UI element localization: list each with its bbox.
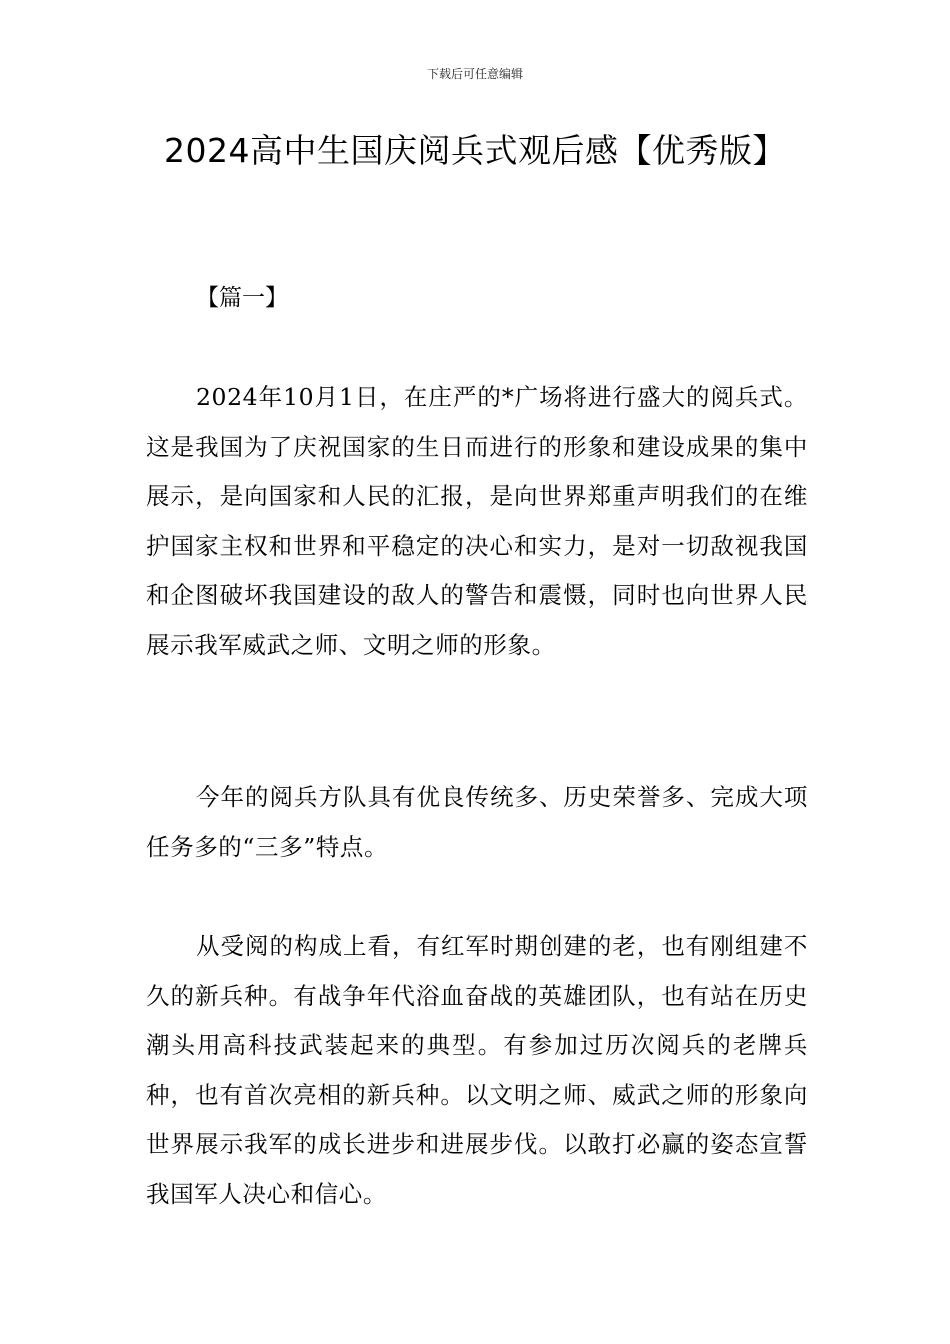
paragraph-3: 从受阅的构成上看，有红军时期创建的老，也有刚组建不久的新兵种。有战争年代浴血奋战的英雄团队，也有站在历史潮头用高科技武装起来的典型。有参加过历次阅兵的老牌兵种，也有首次亮相的新兵种。以文明之师、威武之师的形象向世界展示我军的成长进步和进展步伐。以敢打必赢的姿态宣誓我国军人决心和信心。 [146,932,808,1208]
paragraph-1: 2024年10月1日，在庄严的*广场将进行盛大的阅兵式。这是我国为了庆祝国家的生日而进行的形象和建设成果的集中展示，是向国家和人民的汇报，是向世界郑重声明我们的在维护国家主权和世界和平稳定的决心和实力，是对一切敌视我国和企图破坏我国建设的敌人的警告和震慑，同时也向世界人民展示我军威武之师、文明之师的形象。 [146,383,808,659]
paragraph-2: 今年的阅兵方队具有优良传统多、历史荣誉多、完成大项任务多的“三多”特点。 [146,783,808,861]
section-label: 【篇一】 [196,285,288,311]
header-note: 下载后可任意编辑 [426,67,523,81]
document-title: 2024高中生国庆阅兵式观后感【优秀版】 [164,131,786,170]
